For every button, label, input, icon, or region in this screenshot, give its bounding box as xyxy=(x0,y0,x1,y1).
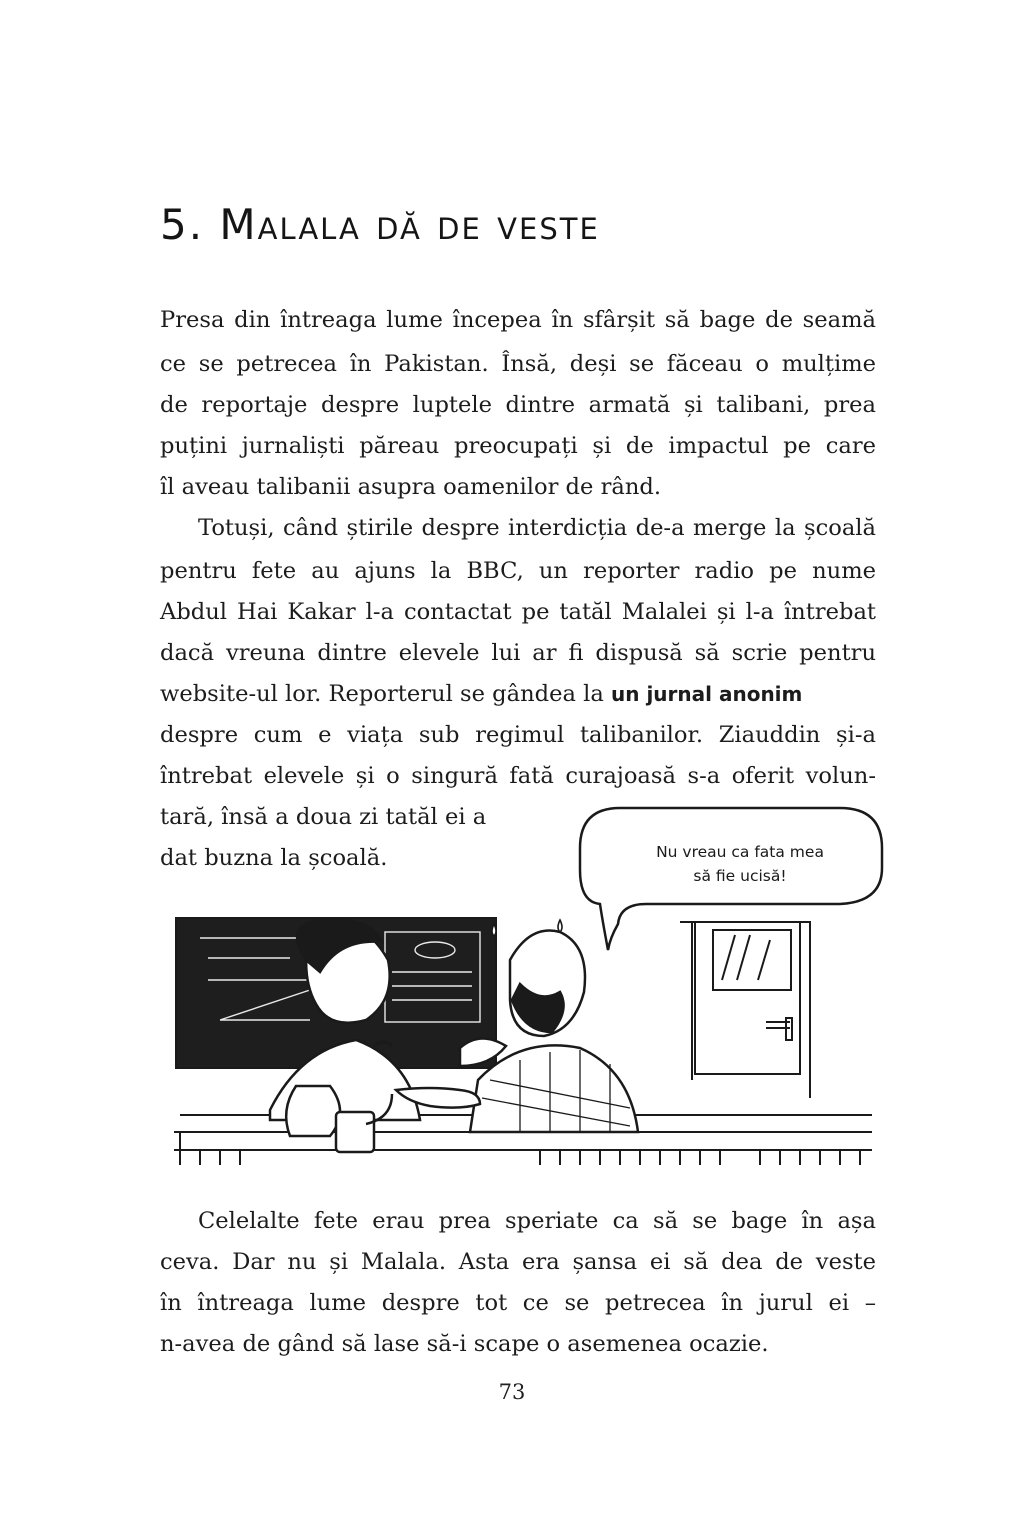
speech-line: să fie ucisă! xyxy=(693,867,787,885)
text-line: îl aveau talibanii asupra oamenilor de rând. xyxy=(160,474,662,500)
text-line: Abdul Hai Kakar l-a contactat pe tatăl Malalei și l-a întrebat xyxy=(160,599,876,625)
text-line: dacă vreuna dintre elevele lui ar fi dispusă să scrie pentru xyxy=(160,640,876,666)
text-fragment: website-ul lor. Reporterul se gândea la xyxy=(160,681,612,707)
text-line: despre cum e viața sub regimul talibanilor. Ziauddin și-a xyxy=(160,722,876,748)
page-number: 73 xyxy=(498,1380,526,1404)
highlighted-phrase: un jurnal anonim xyxy=(611,682,803,706)
text-line: Celelalte fete erau prea speriate ca să se bage în așa xyxy=(198,1208,876,1234)
text-line: întrebat elevele și o singură fată curajoasă s-a oferit volun- xyxy=(160,763,876,789)
text-line: ceva. Dar nu și Malala. Asta era șansa ei să dea de veste xyxy=(160,1249,876,1275)
classroom-illustration xyxy=(160,880,886,1180)
chapter-title: 5. Malala dă de veste xyxy=(160,200,600,249)
text-line xyxy=(160,678,876,711)
text-line: tară, însă a doua zi tatăl ei a xyxy=(160,804,487,830)
text-line: pentru fete au ajuns la BBC, un reporter radio pe nume xyxy=(160,558,876,584)
text-line: ce se petrecea în Pakistan. Însă, deși se făceau o mulțime xyxy=(160,351,876,377)
text-line: în întreaga lume despre tot ce se petrecea în jurul ei – xyxy=(160,1290,876,1316)
text-line: Presa din întreaga lume începea în sfârșit să bage de seamă xyxy=(160,307,876,333)
text-line: n-avea de gând să lase să-i scape o asemenea ocazie. xyxy=(160,1331,769,1357)
speech-line: Nu vreau ca fata mea xyxy=(656,843,824,861)
text-line: de reportaje despre luptele dintre armată și talibani, prea xyxy=(160,392,876,418)
text-line: dat buzna la școală. xyxy=(160,845,388,871)
text-line: puțini jurnaliști păreau preocupați și de impactul pe care xyxy=(160,433,876,459)
text-line: Totuși, când știrile despre interdicția de-a merge la școală xyxy=(198,515,876,541)
